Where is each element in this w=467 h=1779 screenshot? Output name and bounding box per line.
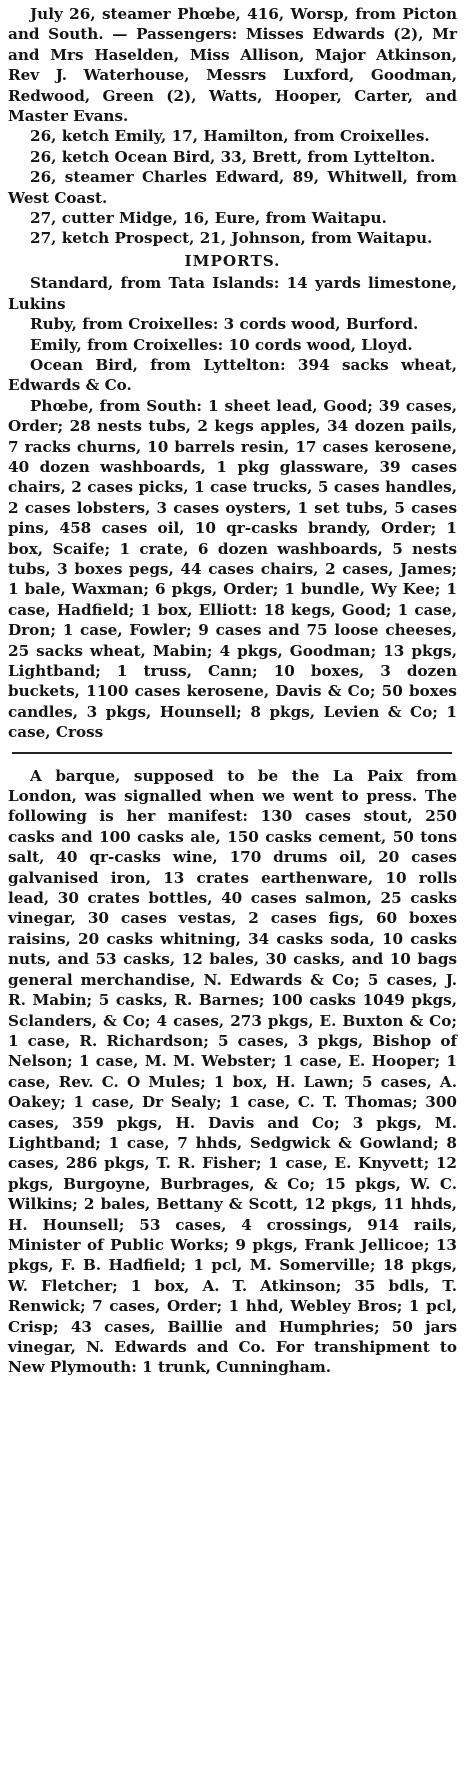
- import-entry-emily: Emily, from Croixelles: 10 cords wood, Lloyd.: [30, 335, 413, 354]
- import-entry-ocean-bird: Ocean Bird, from Lyttelton: 394 sacks wheat, Edwards & Co.: [8, 355, 457, 395]
- arrival-entry-phoebe: July 26, steamer Phœbe, 416, Worsp, from Picton and South. — Passengers: Misses Edwards (2), Mr and Mrs Haselden, Miss Allison, Major Atkinson, Rev J. Waterhouse, Messrs Luxford, Goodman, Redwood, Green (2), Watts, Hooper, Carter, and Master Evans.: [8, 5, 457, 126]
- import-entry-ruby: Ruby, from Croixelles: 3 cords wood, Burford.: [30, 315, 419, 334]
- barque-manifest-paragraph: A barque, supposed to be the La Paix from London, was signalled when we went to press. The following is her manifest: 130 cases stout, 250 casks and 100 casks ale, 150 casks cement, 50 tons salt, 40 qr-casks wine, 170 drums oil, 20 cases galvanised iron, 13 crates earthenware, 10 rolls lead, 30 crates bottles, 40 cases salmon, 25 casks vinegar, 30 cases vestas, 2 cases figs, 60 boxes raisins, 20 casks whitning, 34 casks soda, 10 casks nuts, and 53 casks, 12 bales, 30 casks, and 10 bags general merchandise, N. Edwards & Co; 5 cases, J. R. Mabin; 5 casks, R. Barnes; 100 casks 1049 pkgs, Sclanders, & Co; 4 cases, 273 pkgs, E. Buxton & Co; 1 case, R. Richardson; 5 cases, 3 pkgs, Bishop of Nelson; 1 case, M. M. Webster; 1 case, E. Hooper; 1 case, Rev. C. O Mules; 1 box, H. Lawn; 5 cases, A. Oakey; 1 case, Dr Sealy; 1 case, C. T. Thomas; 300 cases, 359 pkgs, H. Davis and Co; 3 pkgs, M. Lightband; 1 case, 7 hhds, Sedgwick & Gowland; 8 cases, 286 pkgs, T. R. Fisher; 1 case, E. Knyvett; 12 pkgs, Burgoyne, Burbrages, & Co; 15 pkgs, W. C. Wilkins; 2 bales, Bettany & Scott, 12 pkgs, 11 hhds, H. Hounsell; 53 cases, 4 crossings, 914 rails, Minister of Public Works; 9 pkgs, Frank Jellicoe; 13 pkgs, F. B. Hadfield; 1 pcl, M. Somerville; 18 pkgs, W. Fletcher; 1 box, A. T. Atkinson; 35 bdls, T. Renwick; 7 cases, Order; 1 hhd, Webley Bros; 1 pcl, Crisp; 43 cases, Baillie and Humphries; 50 jars vinegar, N. Edwards and Co. For transhipment to New Plymouth: 1 trunk, Cunningham.: [8, 766, 457, 1377]
- arrival-entry-emily: 26, ketch Emily, 17, Hamilton, from Croixelles.: [30, 127, 430, 146]
- arrival-entry-charles-edward: 26, steamer Charles Edward, 89, Whitwell, from West Coast.: [8, 168, 457, 207]
- import-entry-standard: Standard, from Tata Islands: 14 yards limestone, Lukins: [8, 274, 457, 313]
- imports-heading: IMPORTS.: [184, 251, 281, 270]
- arrival-entry-ocean-bird: 26, ketch Ocean Bird, 33, Brett, from Lyttelton.: [30, 147, 436, 166]
- newspaper-column: [8, 4, 457, 1378]
- import-entry-phoebe: Phœbe, from South: 1 sheet lead, Good; 39 cases, Order; 28 nests tubs, 2 kegs apples, 34 dozen pails, 7 racks churns, 10 barrels resin, 17 cases kerosene, 40 dozen washboards, 1 pkg glassware, 39 cases chairs, 2 cases picks, 1 case trucks, 5 cases handles, 2 cases lobsters, 3 cases oysters, 1 set tubs, 5 cases pins, 458 cases oil, 10 qr-casks brandy, Order; 1 box, Scaife; 1 crate, 6 dozen washboards, 5 nests tubs, 3 boxes pegs, 44 cases chairs, 2 cases, James; 1 bale, Waxman; 6 pkgs, Order; 1 bundle, Wy Kee; 1 case, Hadfield; 1 box, Elliott: 18 kegs, Good; 1 case, Dron; 1 case, Fowler; 9 cases and 75 loose cheeses, 25 sacks wheat, Mabin; 4 pkgs, Goodman; 13 pkgs, Lightband; 1 truss, Cann; 10 boxes, 3 dozen buckets, 1100 cases kerosene, Davis & Co; 50 boxes candles, 3 pkgs, Hounsell; 8 pkgs, Levien & Co; 1 case, Cross: [8, 396, 457, 742]
- arrival-entry-midge: 27, cutter Midge, 16, Eure, from Waitapu.: [30, 209, 387, 228]
- arrival-entry-prospect: 27, ketch Prospect, 21, Johnson, from Waitapu.: [30, 229, 433, 248]
- section-divider: [12, 752, 452, 754]
